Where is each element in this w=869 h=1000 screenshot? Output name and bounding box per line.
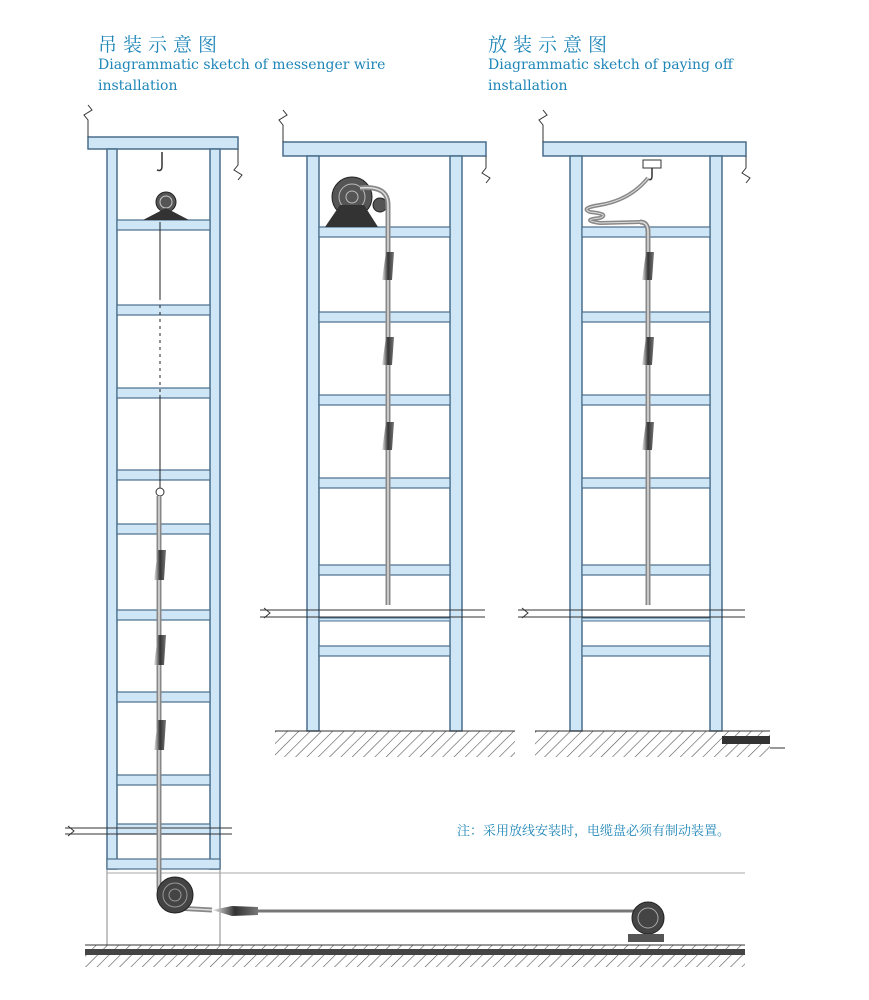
ground-middle [275, 731, 515, 757]
right-diagram-title-en-line1: Diagrammatic sketch of paying off [488, 57, 733, 73]
cable-coil-icon [587, 178, 648, 223]
cable-drum-top-icon [325, 177, 387, 227]
pulling-head-icon [212, 906, 258, 916]
braking-device-note: 注：采用放线安装时，电缆盘必须有制动装置。 [457, 824, 731, 839]
winch-icon [143, 192, 189, 220]
cable-left [159, 496, 212, 910]
messenger-wire [156, 222, 164, 496]
right-building [518, 110, 750, 731]
top-hook-icon [157, 152, 162, 171]
cable-drum-bottom-left-icon [157, 877, 193, 913]
left-diagram-title-en-line1: Diagrammatic sketch of messenger wire [98, 57, 386, 73]
left-diagram-title-cn: 吊装示意图 [98, 34, 224, 56]
right-diagram-title-cn: 放装示意图 [488, 34, 614, 56]
cable-reel-ground-icon [628, 902, 664, 942]
ceiling-hook-icon [643, 160, 661, 180]
left-diagram-title-en-line2: installation [98, 78, 178, 94]
ground-right [535, 731, 785, 757]
ground-left [85, 945, 745, 967]
cable-clamps-left [154, 550, 166, 750]
right-diagram-title-en-line2: installation [488, 78, 568, 94]
